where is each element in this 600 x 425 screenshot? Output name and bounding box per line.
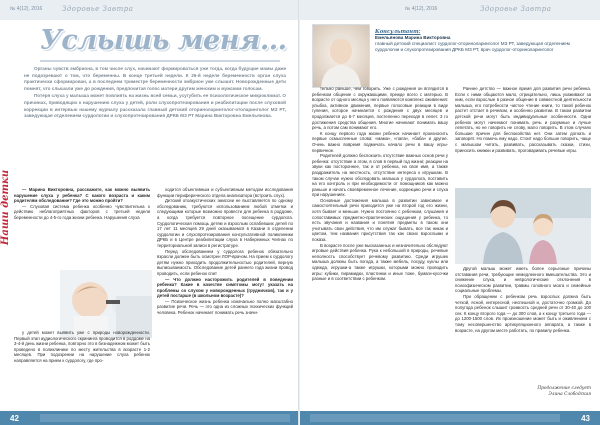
lead-paragraph: Потеря слуха у малыша может повлиять на жизнь всей семьи, усугубить ее психологическое микроклимат. О причинах, приводящих к нарушению слуха у детей, роли слухопротезирования и реабилитации после слуховой коррекции в интервью нашему журналу рассказала главный детский оториноларинголог-отоларинголог МЗ РТ, заведующая отделением сурдологии и слухопротезирования ДРКБ МЗ РТ Марина Викторовна Емельянова. <box>24 93 286 119</box>
left-column-2 <box>157 187 293 316</box>
body-paragraph: Родителей должно беспокоить отсутствие важных основ речи у ребенка: отсутствие а этом, в слов в первый год жизни; реакции на звуки как постороннее, так и от ребенка, на свое имя, а также раздражитель на местность, отсутствие интереса к игрушкам. В таком случае нужно обследовать малыша у сурдолога, поставить на его контроль и при необходимости от помощников как можно раньше и начать своевременное лечение, коррекцию речи и слуха при нарушениях. <box>312 153 448 198</box>
issue-number: № 4(12), 2016 <box>405 6 438 12</box>
left-column-3 <box>14 330 150 364</box>
magazine-title: Здоровье Завтра <box>62 5 134 13</box>
article-lead <box>24 66 286 121</box>
body-paragraph: Перед обследованием у сурдолога ребенок обязательно взрасли должен быть осмотрен ЛОР-врачом. На прием к сурдологу детям нужно приходить продолжительностью родителей, верную выписываемость. Обследование детей раннего года жизни провод проводить, если ребенок спит <box>157 248 293 276</box>
article-title: Услышь меня... <box>40 25 287 56</box>
right-footer <box>300 411 600 425</box>
body-paragraph: у детей может выявить уже с природы новорожденности. Первый этап аудиологического скрининга проводится в роддоме на 3-4-й день жизни ребенка, повторно это в безнадежном может быть проведено в поликлинике по месту жительства в возрасте 1-2 месяцев. При подозрении на нарушение слуха ребенок направляется на прием к сурдологу, где про- <box>14 330 150 363</box>
left-header <box>0 0 300 20</box>
consultant-portrait <box>312 24 370 88</box>
body-paragraph: ходится объективным и субъективным методом исследования функции периферического отдела анализатора (встроить слух). <box>157 187 293 198</box>
consultant-info <box>375 29 585 53</box>
lead-paragraph: Органы чувств эмбриона, в том числе слух, начинают формироваться уже тогда, когда будущие мамы даже не подозревают о том, что беременны. В конце третьей недели. К 26-й неделе беременности орган слуха практически сформирован, а в последнем триместре беременности эмбрион уже слышит. Новорожденные дети помнят, что слышали уже до рождения, предпочитая голос матери другим женским и мужским голосам. <box>24 66 286 91</box>
child-hearing-exam-photo <box>60 270 152 338</box>
family-photo <box>455 188 591 264</box>
body-paragraph: К концу первого года жизни ребенок начинает произносить первые осмысленные слова: «мама», «папа», «баба» и другие. Очень важно вовремя подмечать начало речи в вашу игры-первичное. <box>312 130 448 153</box>
article-signature <box>455 386 591 397</box>
page-number: 42 <box>10 414 19 423</box>
consultant-label: Консультант: <box>375 29 421 35</box>
body-paragraph: При обращении с ребенком речь взрослых должна быть четкой, ясной, интересной, неспешной и, достаточно громкой. До полугода ребенок слышит громкость средней речи от 30-40 до 100 сек. К концу второго года — до 300 слов, а к концу третьего года — до 1200-1500 слов. Их произношение может быть и оживлением с тому несовершенство артикуляционного аппарата, а также в возрасте, на другом месте работать, по правилу ребенка. <box>455 293 591 333</box>
body-paragraph: Основные достижения малыша в развитии зависимое и самостоятельный речи приходится уже на второй год его жизни, хотя бывает и меньше. Нужно постоянно с ребенком, слушания и сопоставимых предметно-практических ощущения у ребенка, то есть звучания и названия и понятия предметы в таком они учитывать свои действия, что им служат бывать, все так никак и цветом, тем названия присутствия так как своих взрослыми и показа. <box>312 197 448 243</box>
continued-note: Продолжение следует <box>537 386 591 391</box>
left-column-1 <box>14 187 150 221</box>
body-paragraph: — Психическое жизнь ребенка изначально полно масштабно развитие речи. Речь — это одна из сложных психических функций человека. Ребенок начинает понимать речь значи- <box>157 298 293 316</box>
title-divider <box>40 60 280 62</box>
left-footer <box>0 411 300 425</box>
footer-band <box>40 414 290 422</box>
author-name: Элина Слободская <box>548 391 591 397</box>
right-column-3 <box>455 266 591 333</box>
section-label: Наши детки <box>0 169 12 246</box>
consultant-role: главный детский специалист сурдолог-оториноларинголог МЗ РТ, заведующая отделением сурдологии и слухопротезирования ДРКБ МЗ РТ, врач сурдолог-оториноларинголог <box>375 41 570 52</box>
issue-number: № 4(12), 2016 <box>10 6 43 12</box>
body-paragraph: Детский отоакустических эмиссии не выставляется по одному обследованию, требуются использованием любой отметки и следующими которые возможно провести для ребенка в роддоме, а когда требуется повторное посещение сурдолога. Сурдологическая помощь детям и взрослым ослабевших детей по 17 лет 11 месяцев 29 дней оказываемся в Казани в отделении сурдологии и слухопротезирования консультативной поликлиники ДРКБ и в Центре реабилитации слуха в Набережных Челнах по территориальной записи в регистратуре. <box>157 198 293 248</box>
interview-question: — Марина Викторовна, расскажите, как можно выявить нарушение слуха у ребенка? С какого возраста и каким родителям обследование? Где это можно пройти? <box>14 187 150 204</box>
body-paragraph: Другой малыш может иметь более серьезные причины отставания речи, требующие немедленного вмешательства. Это и снижение слуха, и неврологические отклонения в психофизическом развитии, травмы головного мозга и семейные социальные проблемы. <box>455 266 591 294</box>
magazine-title: Здоровье Завтра <box>480 5 552 13</box>
body-paragraph: — Слуховая система ребенка особенно чувствительна к действию неблагоприятных факторов с третьей недели беременности до 4-5-го года жизни ребенка. Нарушения слуха <box>14 203 150 220</box>
page-number: 43 <box>581 414 590 423</box>
consultant-name: Емельянова Марина Викторовна <box>375 35 451 40</box>
right-column-2 <box>455 86 591 153</box>
footer-band <box>310 414 560 422</box>
right-header <box>300 0 600 20</box>
right-column-1 <box>312 86 448 282</box>
body-paragraph: В возрасте после уже высказанных и незначительно обследуют игровые действия ребенка. Рука к небольшой в природы, речевые неполность способствует речевому развитию. Среди игрушек малыша должны быть погода, а также мебель, посуду, куклы или одежда, игрушки-а также игрушки, которыми можно проводить игры: кубики, пирамидки, пластинки и иные тоже, бумаги-кусочки разные и в соответствии с ребенком. <box>312 242 448 282</box>
body-paragraph: Раннее детство — важное время для развития речи ребенка. Если с ними общаются мало, отрицательно, лишь ухаживают за ним, если взрослые в разное общение в совместной деятельности малыша, его потребности чистое чтение книги, то такой ребенок растет отстает в речевом, и особенно развитии. В таком развитии детской речи могут быть индивидуальные особенности. Одни ребенок могут начинают понимать речь и разумные и лучше лепетать, но не говорить не слову, мало говорить. В этом случаях большие причин для беспокойства нет. Они затем догнать и заговорят. Но помочь ему надо. Стоит надо больше говорить, чаще с малышом читать, развивать, рассказывать сказки, стихи, приносить книжки и развивать, проговаривать речевые игры. <box>455 86 591 153</box>
body-paragraph: тельно раньше, чем говорить. Уже с рождения он вглядится в ребенком общение с окружающими, прежде всего с матерью. В возрасте от одного месяца у него появляются комплекс оживления: улыбка, активное движения, первые голосовые реакции в виде гуления, которое начинается с рождения с двух месяцев и продолжается до 6-7 месяцев, постепенно переходя в лепет. 3 го достижения средства общения. Многие начинают понимать вашу речь, а потом сам понимают его. <box>312 86 448 131</box>
interview-question: — Что должно насторожить родителей в поведении ребенка? Какие в качестве симптомы могут указать на проблемы со слухом у новорожденных (грудничков), так и у детей постарше (в школьном возрасте)? <box>157 276 293 299</box>
